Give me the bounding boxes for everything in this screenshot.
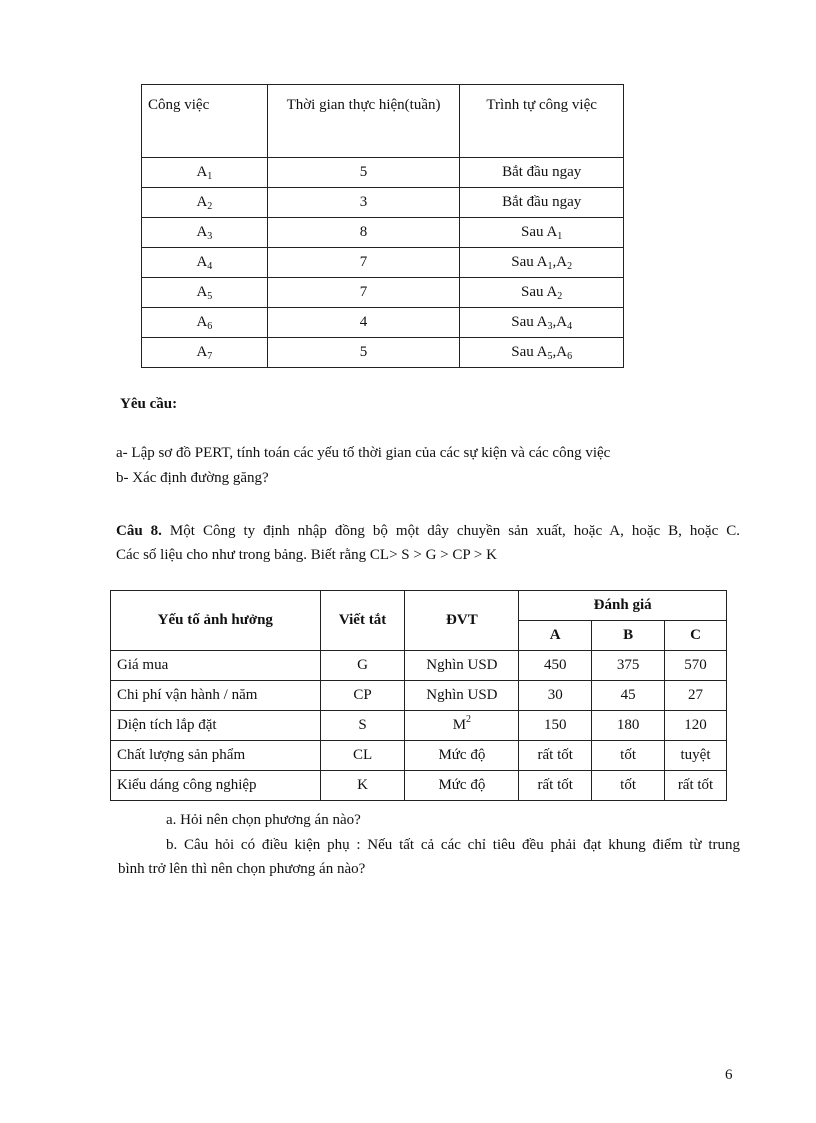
sequence-subscript: 4 (567, 321, 573, 332)
sequence-text: ,A (552, 254, 568, 270)
sequence-cell (460, 308, 624, 338)
factor-cell: Kiểu dáng công nghiệp (111, 771, 321, 801)
abbr-cell: S (320, 711, 405, 741)
question-b-line1: b. Câu hỏi có điều kiện phụ : Nếu tất cả các chỉ tiêu đều phải đạt khung điểm từ trung (166, 837, 740, 853)
sequence-text: Sau A (521, 284, 558, 300)
task-letter: A (196, 224, 208, 240)
factor-cell: Chất lượng sản phẩm (111, 741, 321, 771)
table-row (111, 711, 727, 741)
table-row (142, 218, 624, 248)
task-letter: A (196, 254, 208, 270)
question8-text: Một Công ty định nhập đồng bộ một dây chuyền sản xuất, hoặc A, hoặc B, hoặc C. (161, 523, 740, 539)
table-row (142, 188, 624, 218)
task-letter: A (196, 284, 208, 300)
unit-cell (405, 711, 519, 741)
table-row (142, 308, 624, 338)
table-header-row (142, 85, 624, 158)
header-task: Công việc (142, 85, 268, 158)
unit-text: Mức độ (438, 747, 486, 763)
unit-text: Mức độ (438, 777, 486, 793)
task-cell (142, 278, 268, 308)
sequence-subscript: 2 (567, 261, 573, 272)
option-b-cell: tốt (592, 741, 665, 771)
option-b-cell: tốt (592, 771, 665, 801)
sequence-cell (460, 218, 624, 248)
task-subscript: 4 (207, 261, 213, 272)
abbr-cell: K (320, 771, 405, 801)
table-header-row (111, 591, 727, 621)
option-b-cell: 45 (592, 681, 665, 711)
requirement-a: a- Lập sơ đồ PERT, tính toán các yếu tố thời gian của các sự kiện và các công việc (116, 445, 611, 461)
abbr-cell: G (320, 651, 405, 681)
factor-cell: Chi phí vận hành / năm (111, 681, 321, 711)
header-duration: Thời gian thực hiện(tuần) (267, 85, 460, 158)
header-evaluation: Đánh giá (519, 591, 727, 621)
unit-cell (405, 741, 519, 771)
option-a-cell: rất tốt (519, 741, 592, 771)
question8-line2: Các số liệu cho như trong bảng. Biết rằng CL> S > G > CP > K (116, 547, 497, 563)
sequence-text: Sau A (521, 224, 558, 240)
table-row (142, 278, 624, 308)
sequence-cell (460, 188, 624, 218)
task-subscript: 3 (207, 231, 213, 242)
table-row (142, 338, 624, 368)
sequence-text: Bắt đầu ngay (502, 164, 582, 180)
duration-cell: 3 (267, 188, 460, 218)
sequence-subscript: 6 (567, 351, 573, 362)
option-c-cell: 120 (665, 711, 727, 741)
pert-task-table (141, 84, 624, 368)
factor-cell: Giá mua (111, 651, 321, 681)
page-number: 6 (725, 1067, 733, 1083)
sequence-subscript: 1 (547, 261, 553, 272)
question8-line1 (116, 519, 740, 543)
header-option-a: A (519, 621, 592, 651)
question-b-line2: bình trở lên thì nên chọn phương án nào? (118, 861, 366, 877)
header-unit: ĐVT (405, 591, 519, 651)
option-a-cell: rất tốt (519, 771, 592, 801)
sequence-cell (460, 248, 624, 278)
task-subscript: 6 (207, 321, 213, 332)
task-subscript: 2 (207, 201, 213, 212)
factor-cell: Diện tích lắp đặt (111, 711, 321, 741)
unit-text: M (452, 717, 467, 733)
question-a: a. Hỏi nên chọn phương án nào? (166, 812, 361, 828)
task-letter: A (196, 344, 208, 360)
header-option-b: B (592, 621, 665, 651)
option-c-cell: 27 (665, 681, 727, 711)
sequence-text: ,A (552, 314, 568, 330)
sequence-text: ,A (552, 344, 568, 360)
option-c-cell: tuyệt (665, 741, 727, 771)
task-subscript: 7 (207, 351, 213, 362)
task-cell (142, 218, 268, 248)
task-cell (142, 248, 268, 278)
task-cell (142, 308, 268, 338)
unit-cell (405, 771, 519, 801)
table-row (111, 681, 727, 711)
sequence-subscript: 5 (547, 351, 553, 362)
sequence-subscript: 1 (557, 231, 563, 242)
duration-cell: 8 (267, 218, 460, 248)
task-subscript: 5 (207, 291, 213, 302)
abbr-cell: CP (320, 681, 405, 711)
sequence-subscript: 3 (547, 321, 553, 332)
unit-text: Nghìn USD (426, 657, 498, 673)
task-cell (142, 338, 268, 368)
duration-cell: 5 (267, 158, 460, 188)
option-b-cell: 375 (592, 651, 665, 681)
task-subscript: 1 (207, 171, 213, 182)
unit-superscript: 2 (466, 714, 472, 725)
table-row (142, 158, 624, 188)
option-b-cell: 180 (592, 711, 665, 741)
duration-cell: 4 (267, 308, 460, 338)
table-row (142, 248, 624, 278)
option-c-cell: rất tốt (665, 771, 727, 801)
task-letter: A (196, 164, 208, 180)
option-c-cell: 570 (665, 651, 727, 681)
header-option-c: C (665, 621, 727, 651)
task-letter: A (196, 314, 208, 330)
unit-cell (405, 651, 519, 681)
duration-cell: 7 (267, 278, 460, 308)
question8-label: Câu 8. (116, 523, 162, 539)
unit-text: Nghìn USD (426, 687, 498, 703)
sequence-cell (460, 278, 624, 308)
option-a-cell: 150 (519, 711, 592, 741)
sequence-cell (460, 158, 624, 188)
table-row (111, 651, 727, 681)
sequence-cell (460, 338, 624, 368)
abbr-cell: CL (320, 741, 405, 771)
header-abbr: Viết tắt (320, 591, 405, 651)
header-factor: Yếu tố ảnh hưởng (111, 591, 321, 651)
evaluation-table (110, 590, 727, 801)
task-cell (142, 158, 268, 188)
task-cell (142, 188, 268, 218)
duration-cell: 7 (267, 248, 460, 278)
table-row (111, 741, 727, 771)
unit-cell (405, 681, 519, 711)
table-row (111, 771, 727, 801)
sequence-text: Sau A (511, 314, 548, 330)
requirement-b: b- Xác định đường găng? (116, 470, 269, 486)
task-letter: A (196, 194, 208, 210)
sequence-text: Sau A (511, 254, 548, 270)
sequence-subscript: 2 (557, 291, 563, 302)
sequence-text: Sau A (511, 344, 548, 360)
option-a-cell: 30 (519, 681, 592, 711)
requirements-title: Yêu cầu: (120, 396, 178, 412)
sequence-text: Bắt đầu ngay (502, 194, 582, 210)
header-sequence: Trình tự công việc (460, 85, 624, 158)
duration-cell: 5 (267, 338, 460, 368)
option-a-cell: 450 (519, 651, 592, 681)
